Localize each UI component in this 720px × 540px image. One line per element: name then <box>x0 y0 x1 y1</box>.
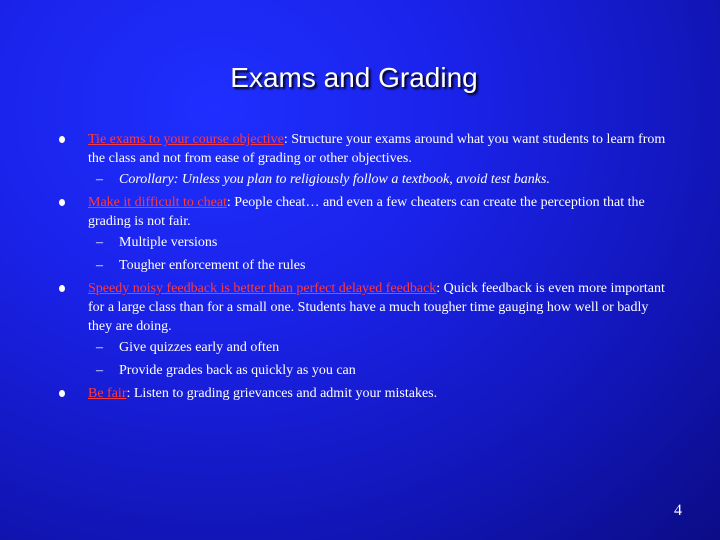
dash-icon: – <box>96 340 103 355</box>
sub-list <box>88 170 666 189</box>
bullet-text: : Structure your exams around what you want students to learn from the class and not from ease of grading or other objectives. <box>88 132 666 166</box>
sub-item-text: Give quizzes early and often <box>119 340 280 355</box>
key-phrase: Speedy noisy feedback is better than perfect delayed feedback <box>88 281 437 296</box>
bullet-text: : People cheat… and even a few cheaters can create the perception that the grading is not fair. <box>88 195 645 229</box>
bullet-item <box>56 384 666 403</box>
dash-icon: – <box>96 363 103 378</box>
bullet-text: : Listen to grading grievances and admit your mistakes. <box>126 386 438 401</box>
slide-title: Exams and Grading <box>230 62 478 93</box>
bullet-item <box>56 130 666 189</box>
sub-item <box>88 338 666 357</box>
sub-item-text: Tougher enforcement of the rules <box>119 258 306 273</box>
key-phrase: Make it difficult to cheat <box>88 195 227 210</box>
bullet-icon <box>59 390 65 397</box>
bullet-text: : Quick feedback is even more important for a large class than for a small one. Students have a much tougher time gauging how well or badly they are doing. <box>88 281 665 334</box>
sub-item <box>88 256 666 275</box>
bullet-icon <box>59 285 65 292</box>
dash-icon: – <box>96 172 103 187</box>
dash-icon: – <box>96 235 103 250</box>
bullet-item <box>56 279 666 380</box>
bullet-icon <box>59 136 65 143</box>
dash-icon: – <box>96 258 103 273</box>
sub-item-text: Corollary: Unless you plan to religiously follow a textbook, avoid test banks. <box>119 172 550 187</box>
bullet-item <box>56 193 666 275</box>
key-phrase: Tie exams to your course objective <box>88 132 284 147</box>
slide-body <box>56 130 666 404</box>
page-number: 4 <box>674 502 682 519</box>
sub-list <box>88 338 666 380</box>
sub-item-text: Multiple versions <box>119 235 218 250</box>
sub-item <box>88 170 666 189</box>
key-phrase: Be fair <box>88 386 127 401</box>
sub-list <box>88 233 666 275</box>
sub-item <box>88 361 666 380</box>
bullet-list <box>56 130 666 403</box>
sub-item <box>88 233 666 252</box>
bullet-icon <box>59 199 65 206</box>
sub-item-text: Provide grades back as quickly as you can <box>119 363 356 378</box>
